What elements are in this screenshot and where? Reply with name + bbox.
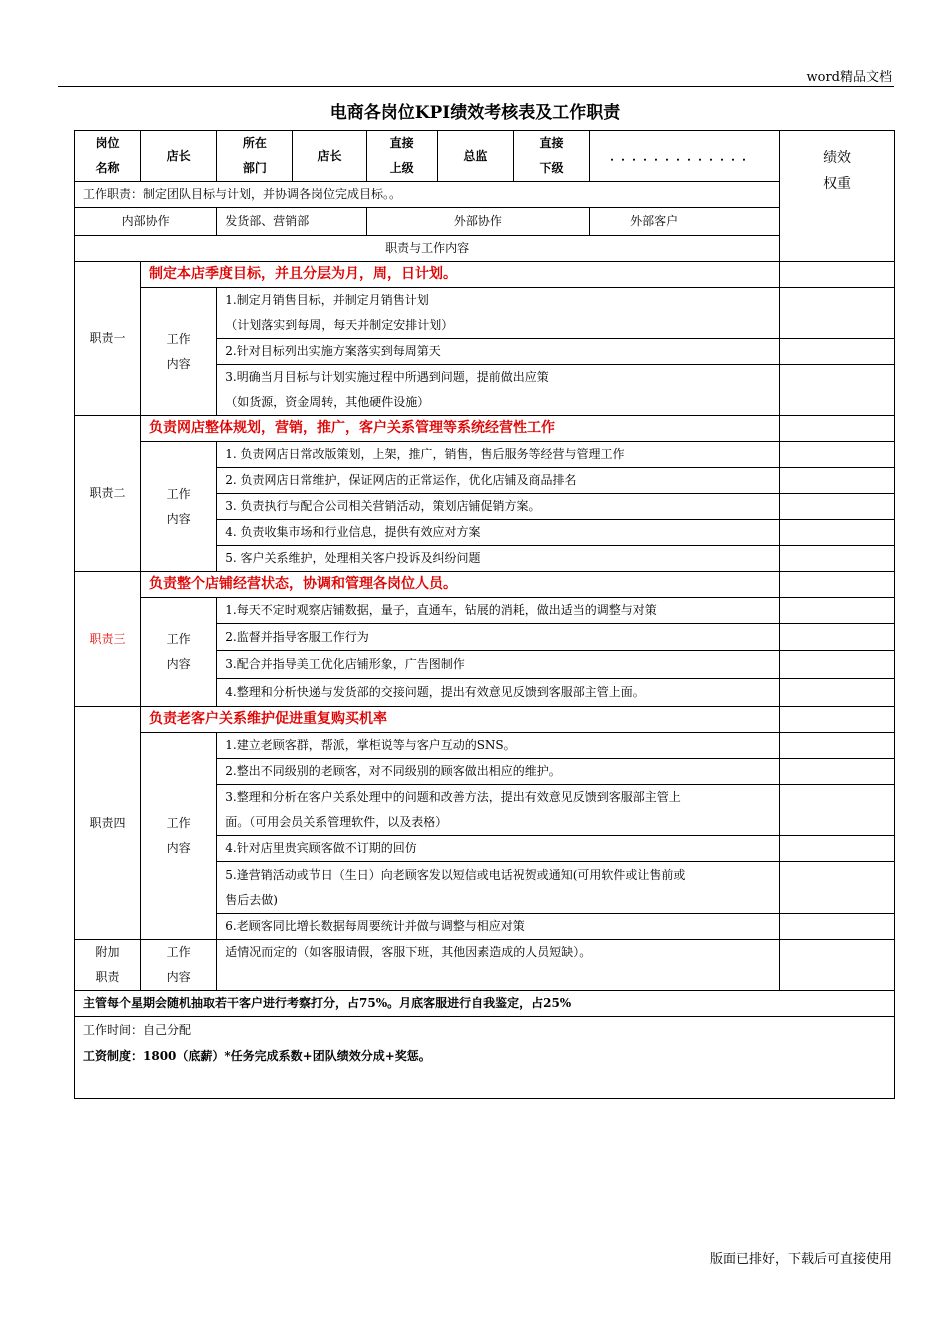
assessment-row	[75, 991, 895, 1017]
duty-3-item-2: 2.监督并指导客服工作行为	[217, 624, 780, 651]
duty-1-work-content-label: 工作 内容	[141, 288, 217, 416]
duty-2-weight-cell	[780, 494, 895, 520]
extra-duty-name: 附加 职责	[75, 940, 141, 991]
duty-3-work-content-label: 工作 内容	[141, 598, 217, 707]
cell-department-label: 所在 部门	[217, 131, 293, 182]
duty-summary-row	[75, 182, 895, 208]
duty-3-item-row	[75, 598, 895, 624]
duty-1-weight-cell	[780, 339, 895, 365]
duty-4-item-5: 5.逢营销活动或节日（生日）向老顾客发以短信或电话祝贺或通知(可用软件或让售前或 售后去做)	[217, 862, 780, 914]
duty-2-heading-row	[75, 416, 895, 442]
duty-2-item-3: 3. 负责执行与配合公司相关营销活动，策划店铺促销方案。	[217, 494, 780, 520]
duty-2-name: 职责二	[75, 416, 141, 572]
duty-4-heading: 负责老客户关系维护促进重复购买机率	[141, 707, 780, 733]
external-cooperation-value: 外部客户	[590, 208, 780, 236]
duty-4-weight-cell	[780, 707, 895, 733]
header-row	[75, 131, 895, 182]
duty-2-weight-cell	[780, 520, 895, 546]
duty-2-weight-cell	[780, 442, 895, 468]
duty-3-heading: 负责整个店铺经营状态，协调和管理各岗位人员。	[141, 572, 780, 598]
page-footer-note: 版面已排好，下载后可直接使用	[709, 1252, 892, 1267]
duty-1-item-3: 3.明确当月目标与计划实施过程中所遇到问题，提前做出应策 （如货源，资金周转，其他硬件设施）	[217, 365, 780, 416]
section-title: 职责与工作内容	[75, 236, 780, 262]
section-title-row	[75, 236, 895, 262]
header-doc-label: word精品文档	[806, 70, 892, 85]
cell-position-name-label: 岗位 名称	[75, 131, 141, 182]
duty-1-weight-cell	[780, 365, 895, 416]
duty-3-weight-cell	[780, 624, 895, 651]
duty-4-weight-cell	[780, 759, 895, 785]
extra-duty-weight-cell	[780, 940, 895, 991]
duty-4-weight-cell	[780, 733, 895, 759]
duty-4-weight-cell	[780, 914, 895, 940]
duty-4-name: 职责四	[75, 707, 141, 940]
duty-2-item-4: 4. 负责收集市场和行业信息，提供有效应对方案	[217, 520, 780, 546]
duty-2-heading: 负责网店整体规划，营销，推广，客户关系管理等系统经营性工作	[141, 416, 780, 442]
duty-4-weight-cell	[780, 862, 895, 914]
internal-cooperation-value: 发货部、营销部	[217, 208, 366, 236]
duty-1-heading: 制定本店季度目标，并且分层为月，周，日计划。	[141, 262, 780, 288]
duty-summary-text: 工作职责：制定团队目标与计划，并协调各岗位完成目标。。	[75, 182, 780, 208]
duty-4-weight-cell	[780, 836, 895, 862]
duty-4-heading-row	[75, 707, 895, 733]
duty-2-item-2: 2. 负责网店日常维护，保证网店的正常运作，优化店铺及商品排名	[217, 468, 780, 494]
duty-4-item-2: 2.整出不同级别的老顾客，对不同级别的顾客做出相应的维护。	[217, 759, 780, 785]
duty-3-item-1: 1.每天不定时观察店铺数据，量子，直通车，钻展的消耗，做出适当的调整与对策	[217, 598, 780, 624]
page-title: 电商各岗位KPI绩效考核表及工作职责	[329, 103, 621, 123]
duty-2-weight-cell	[780, 416, 895, 442]
assessment-text: 主管每个星期会随机抽取若干客户进行考察打分，占75%。月底客服进行自我鉴定，占25%	[75, 991, 895, 1017]
cell-position-name-value: 店长	[141, 131, 217, 182]
duty-3-weight-cell	[780, 651, 895, 679]
cell-performance-weight-header: 绩效 权重	[780, 131, 895, 262]
header-divider	[58, 86, 894, 87]
duty-4-item-3: 3.整理和分析在客户关系处理中的问题和改善方法，提出有效意见反馈到客服部主管上 面。（可用会员关系管理软件，以及表格）	[217, 785, 780, 836]
duty-2-weight-cell	[780, 546, 895, 572]
duty-4-item-6: 6.老顾客同比增长数据每周要统计并做与调整与相应对策	[217, 914, 780, 940]
work-time-salary-row	[75, 1017, 895, 1099]
duty-4-work-content-label: 工作 内容	[141, 733, 217, 940]
extra-duty-work-content-label: 工作 内容	[141, 940, 217, 991]
duty-3-weight-cell	[780, 679, 895, 707]
duty-2-work-content-label: 工作 内容	[141, 442, 217, 572]
duty-2-item-1: 1. 负责网店日常改版策划，上架，推广，销售，售后服务等经营与管理工作	[217, 442, 780, 468]
duty-3-weight-cell	[780, 598, 895, 624]
cooperation-row	[75, 208, 895, 236]
duty-2-item-row	[75, 442, 895, 468]
duty-1-item-2: 2.针对目标列出实施方案落实到每周第天	[217, 339, 780, 365]
extra-duty-text: 适情况而定的（如客服请假，客服下班，其他因素造成的人员短缺）。	[217, 940, 780, 991]
duty-1-item-row	[75, 288, 895, 339]
duty-3-name: 职责三	[75, 572, 141, 707]
cell-direct-superior-label: 直接 上级	[366, 131, 437, 182]
duty-1-heading-row	[75, 262, 895, 288]
duty-1-weight-cell	[780, 262, 895, 288]
internal-cooperation-label: 内部协作	[75, 208, 217, 236]
cell-direct-subordinate-value: ．．．．．．．．．．．．．	[590, 131, 780, 182]
duty-4-weight-cell	[780, 785, 895, 836]
cell-department-value: 店长	[293, 131, 366, 182]
duty-2-item-5: 5. 客户关系维护，处理相关客户投诉及纠纷问题	[217, 546, 780, 572]
duty-3-weight-cell	[780, 572, 895, 598]
duty-2-weight-cell	[780, 468, 895, 494]
salary-text: 工资制度：1800（底薪）*任务完成系数+团队绩效分成+奖惩。	[83, 1049, 431, 1063]
duty-4-item-4: 4.针对店里贵宾顾客做不订期的回仿	[217, 836, 780, 862]
duty-1-weight-cell	[780, 288, 895, 339]
work-time-salary-cell	[75, 1017, 895, 1099]
duty-3-heading-row	[75, 572, 895, 598]
duty-4-item-1: 1.建立老顾客群，帮派，掌柜说等与客户互动的SNS。	[217, 733, 780, 759]
duty-3-item-3: 3.配合并指导美工优化店铺形象，广告图制作	[217, 651, 780, 679]
duty-4-item-row	[75, 733, 895, 759]
kpi-table	[74, 130, 895, 1099]
external-cooperation-label: 外部协作	[366, 208, 590, 236]
work-time-text: 工作时间：自己分配	[83, 1023, 192, 1037]
cell-direct-superior-value: 总监	[437, 131, 513, 182]
duty-1-name: 职责一	[75, 262, 141, 416]
duty-3-item-4: 4.整理和分析快递与发货部的交接问题，提出有效意见反馈到客服部主管上面。	[217, 679, 780, 707]
duty-1-item-1: 1.制定月销售目标，并制定月销售计划 （计划落实到每周，每天并制定安排计划）	[217, 288, 780, 339]
cell-direct-subordinate-label: 直接 下级	[513, 131, 589, 182]
extra-duty-row	[75, 940, 895, 991]
